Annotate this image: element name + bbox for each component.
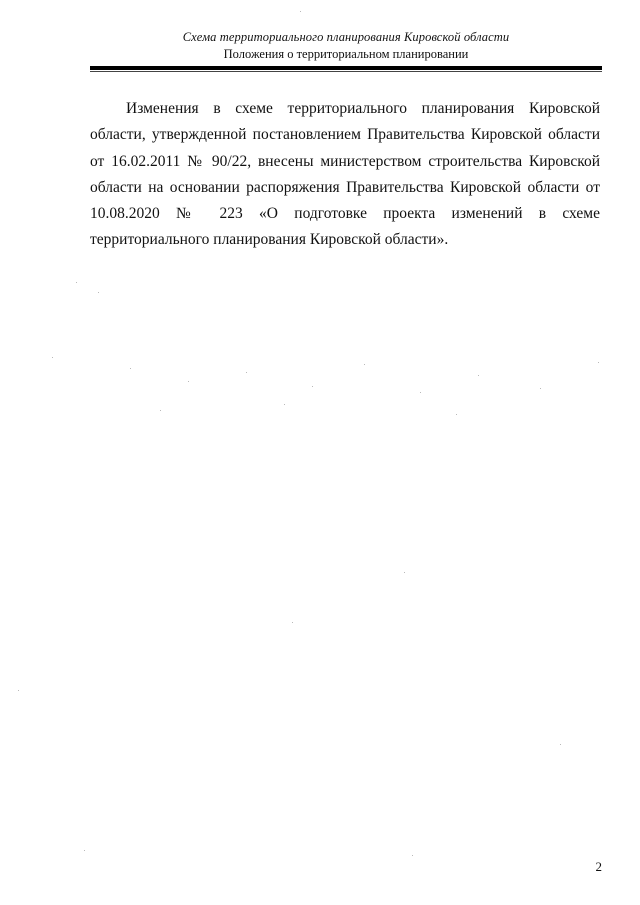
- running-header: [90, 29, 602, 62]
- header-title: Схема территориального планирования Кировской области: [182, 30, 510, 44]
- header-rule-thin: [90, 71, 602, 72]
- header-subtitle: Положения о территориальном планировании: [223, 47, 469, 61]
- page-number: 2: [595, 859, 602, 874]
- body-paragraph: Изменения в схеме территориального планирования Кировской области, утвержденной постановлением Правительства Кировской области от 16.02.2011 № 90/22, внесены министерством строительства Кировской области на основании распоряжения Правительства Кировской области от 10.08.2020 № 223 «О подготовке проекта изменений в схеме территориального планирования Кировской области».: [90, 100, 600, 249]
- header-rule: [90, 66, 602, 70]
